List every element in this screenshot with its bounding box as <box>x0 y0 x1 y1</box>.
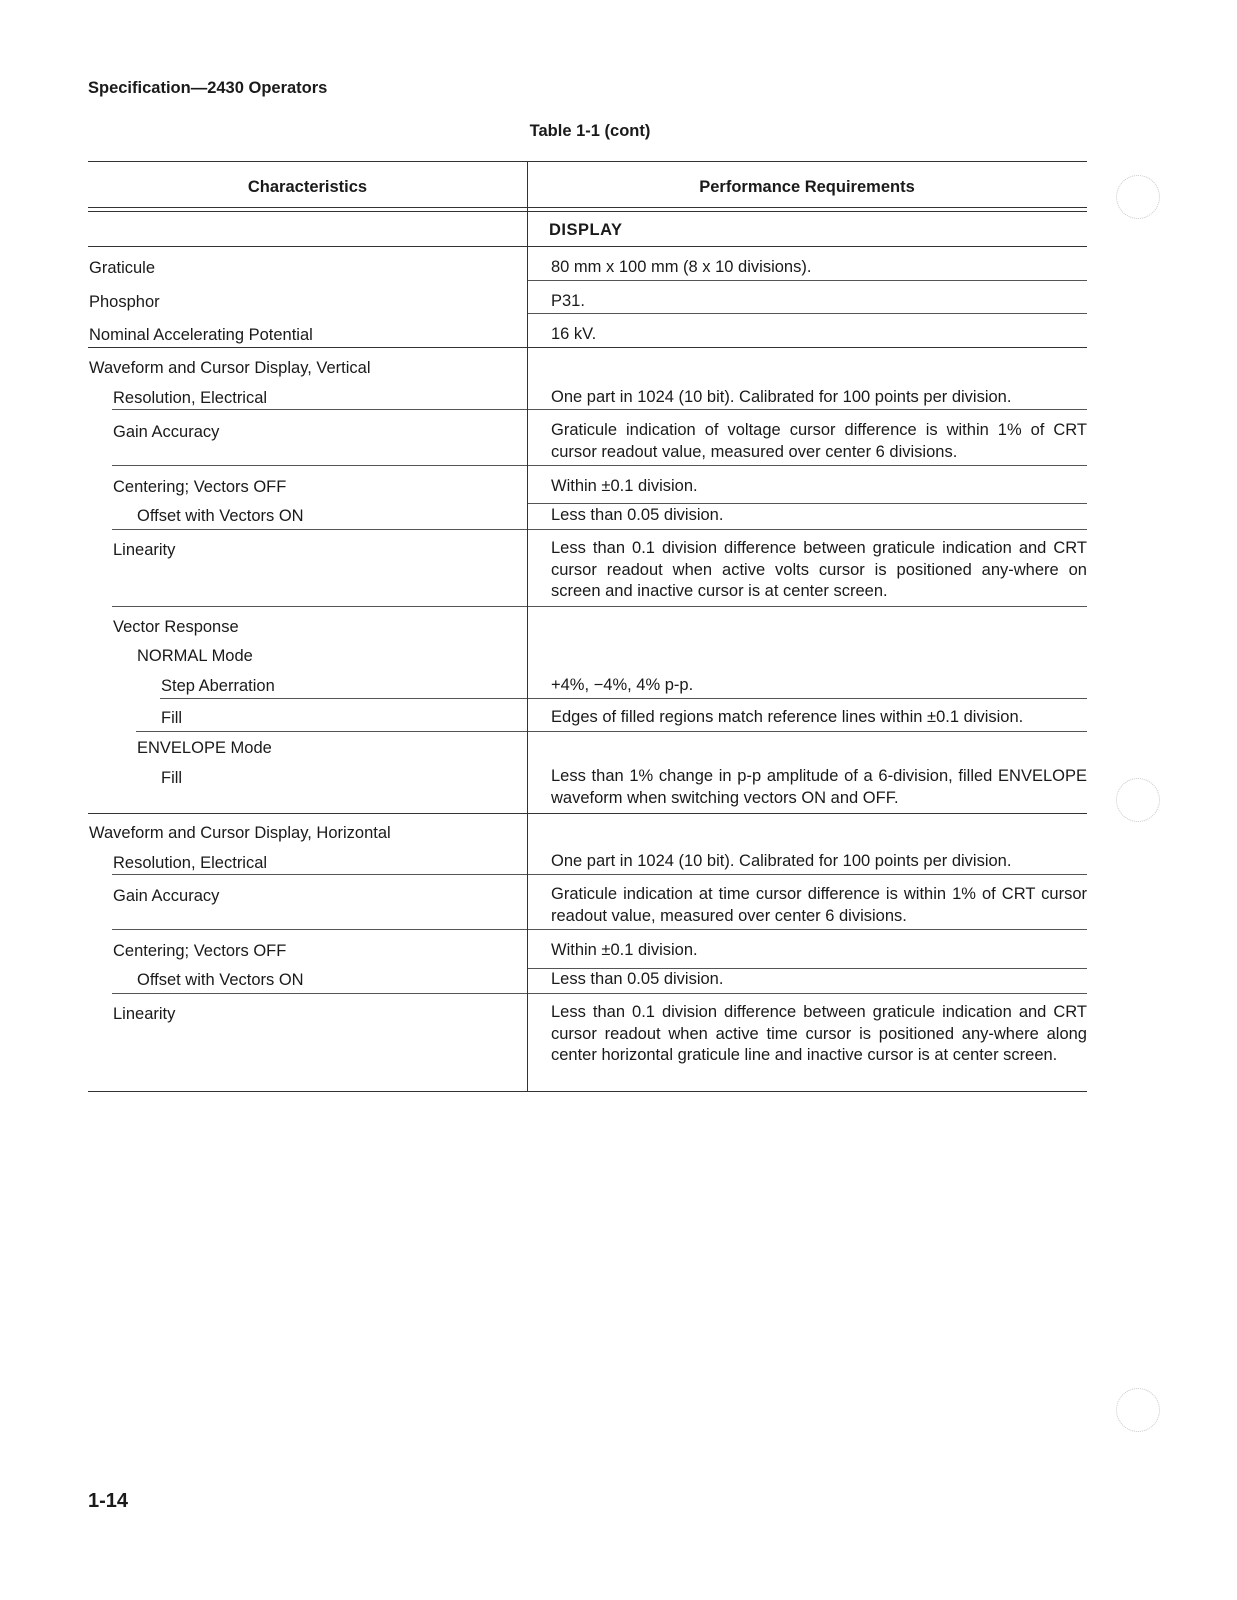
characteristic-label: Step Aberration <box>161 677 275 695</box>
table-title: Table 1-1 (cont) <box>529 122 651 140</box>
requirement-text: One part in 1024 (10 bit). Calibrated for 100 points per division. <box>551 852 1012 870</box>
characteristic-label: Fill <box>161 769 183 787</box>
characteristic-label: Fill <box>161 709 183 727</box>
requirement-text: 16 kV. <box>551 325 597 343</box>
characteristic-group-label: NORMAL Mode <box>137 647 253 665</box>
binder-hole-middle <box>1116 778 1160 822</box>
requirement-text: Less than 0.1 division difference between graticule indication and CRT cursor readout when active time cursor is positioned any-where along center horizontal graticule line and inactive cursor is at center screen. <box>551 1003 1087 1064</box>
characteristic-group-label: Waveform and Cursor Display, Vertical <box>89 359 371 377</box>
requirement-text: Less than 0.05 division. <box>551 970 724 988</box>
characteristic-group-label: ENVELOPE Mode <box>137 739 272 757</box>
characteristic-group-label: Vector Response <box>113 618 239 636</box>
characteristic-label: Linearity <box>113 541 176 559</box>
column-header-characteristics: Characteristics <box>247 178 368 196</box>
requirement-text: Within ±0.1 division. <box>551 941 698 959</box>
characteristic-label: Resolution, Electrical <box>113 854 268 872</box>
section-heading-display: DISPLAY <box>549 221 623 239</box>
requirement-text: One part in 1024 (10 bit). Calibrated for 100 points per division. <box>551 388 1012 406</box>
requirement-text: Graticule indication of voltage cursor difference is within 1% of CRT cursor readout value, measured over center 6 divisions. <box>551 421 1087 461</box>
binder-hole-bottom <box>1116 1388 1160 1432</box>
characteristic-label: Gain Accuracy <box>113 423 220 441</box>
characteristic-label: Offset with Vectors ON <box>137 971 304 989</box>
characteristic-label: Offset with Vectors ON <box>137 507 304 525</box>
requirement-text: +4%, −4%, 4% p-p. <box>551 676 694 694</box>
column-header-performance: Performance Requirements <box>699 178 915 196</box>
characteristic-label: Nominal Accelerating Potential <box>89 326 313 344</box>
requirement-text: P31. <box>551 292 585 310</box>
characteristic-label: Graticule <box>89 259 156 277</box>
characteristic-label: Gain Accuracy <box>113 887 220 905</box>
requirement-text: Within ±0.1 division. <box>551 477 698 495</box>
characteristic-label: Centering; Vectors OFF <box>113 942 287 960</box>
requirement-text: Edges of filled regions match reference lines within ±0.1 division. <box>551 708 1024 726</box>
requirement-text: Less than 1% change in p-p amplitude of a 6-division, filled ENVELOPE waveform when switching vectors ON and OFF. <box>551 767 1087 807</box>
characteristic-group-label: Waveform and Cursor Display, Horizontal <box>89 824 391 842</box>
requirement-text: Less than 0.1 division difference between graticule indication and CRT cursor readout when active volts cursor is positioned any-where on screen and inactive cursor is at center screen. <box>551 539 1087 600</box>
running-header: Specification—2430 Operators <box>88 79 328 97</box>
requirement-text: Graticule indication at time cursor difference is within 1% of CRT cursor readout value, measured over center 6 divisions. <box>551 885 1087 925</box>
characteristic-label: Phosphor <box>89 293 160 311</box>
binder-hole-top <box>1116 175 1160 219</box>
characteristic-label: Resolution, Electrical <box>113 389 268 407</box>
characteristic-label: Centering; Vectors OFF <box>113 478 287 496</box>
requirement-text: 80 mm x 100 mm (8 x 10 divisions). <box>551 258 812 276</box>
requirement-text: Less than 0.05 division. <box>551 506 724 524</box>
characteristic-label: Linearity <box>113 1005 176 1023</box>
page-number: 1-14 <box>88 1490 129 1512</box>
